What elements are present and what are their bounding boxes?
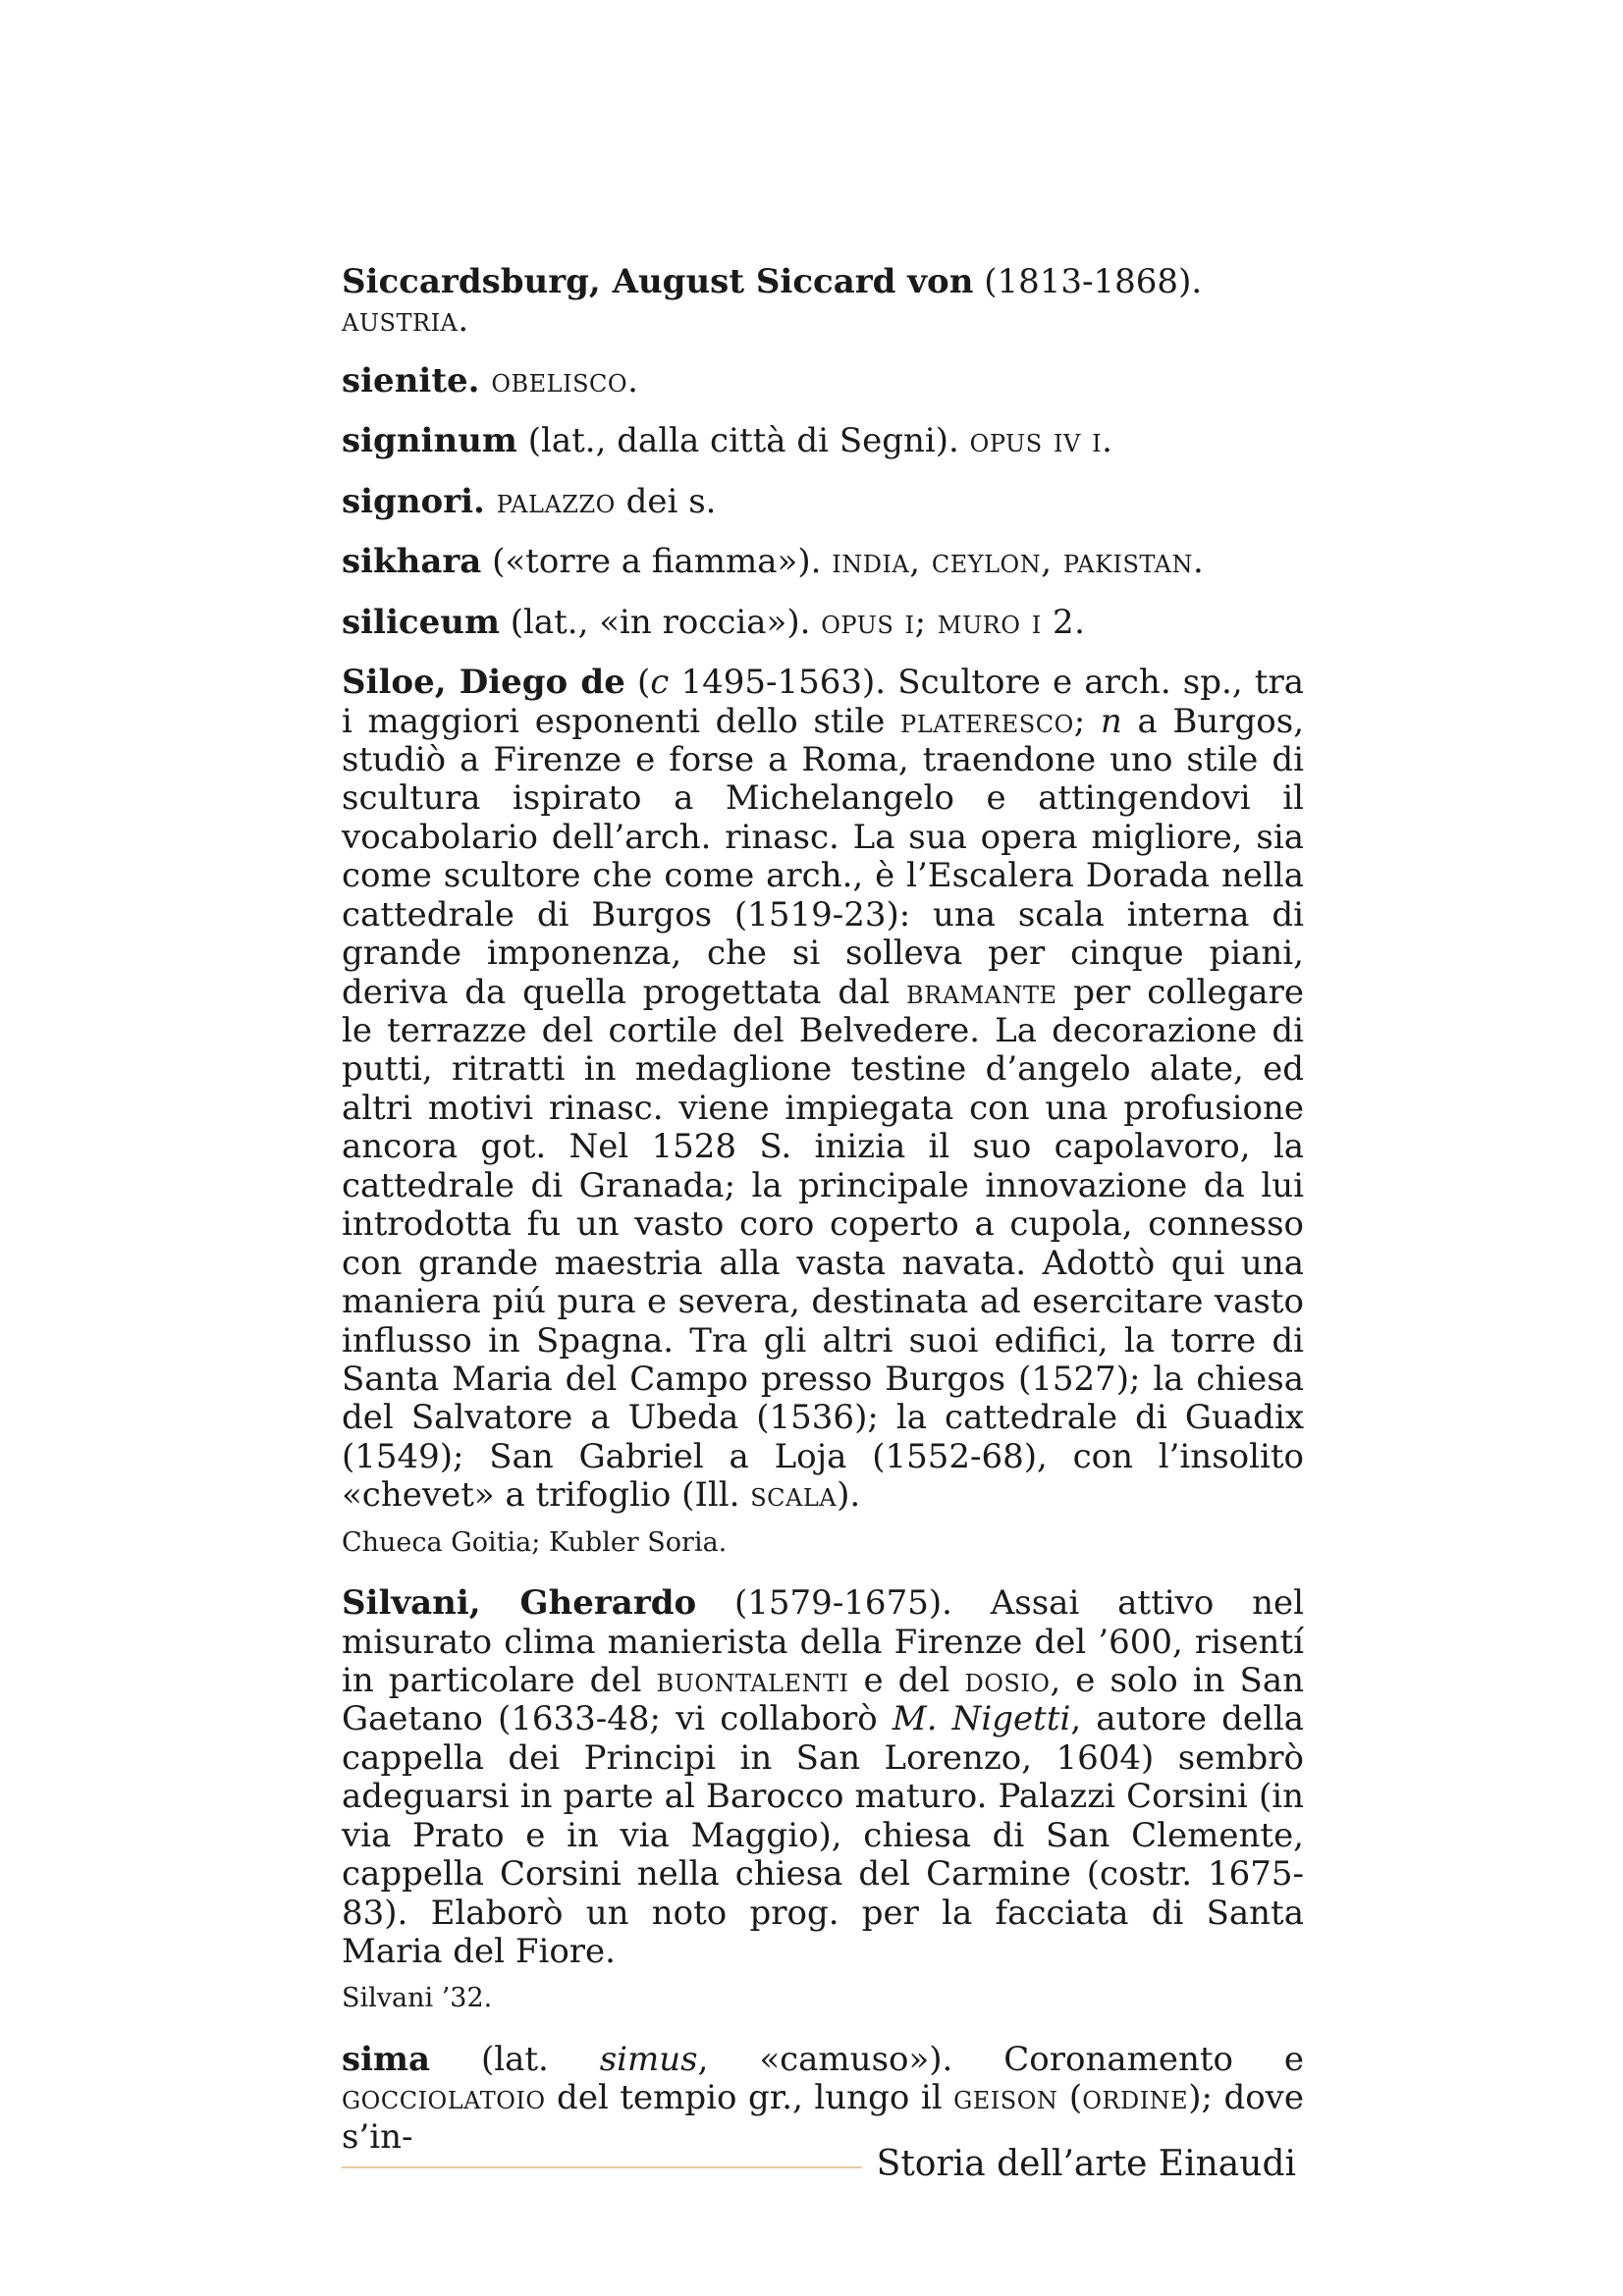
dictionary-entry xyxy=(342,483,1304,521)
cross-reference: dosio xyxy=(964,1660,1051,1700)
cross-reference: india, ceylon, pakistan. xyxy=(832,542,1205,582)
dictionary-entry xyxy=(342,422,1304,460)
entry-text: (1579-1675). Assai attivo nel misurato clima manierista della Firenze del ’600, risentí in particolare del xyxy=(342,1583,1304,1700)
entry-text: Chueca Goitia; Kubler Soria. xyxy=(342,1526,728,1558)
entry-text: 1495-1563). Scultore e arch. sp., tra i maggiori esponenti dello stile xyxy=(342,663,1304,741)
entry-text: , autore della cappella dei Principi in San Lorenzo, 1604) sembrò adeguarsi in parte al Barocco maturo. Palazzi Corsini (in via Prato e in via Maggio), chiesa di San Clemente, cappella Corsini nella chiesa del Carmine (costr. 1675-83). Elaborò un noto prog. per la facciata di Santa Maria del Fiore. xyxy=(342,1699,1304,1972)
dictionary-entry xyxy=(342,604,1304,642)
entry-headword: signori. xyxy=(342,481,497,521)
cross-reference: plateresco xyxy=(900,701,1074,741)
dictionary-entry xyxy=(342,543,1304,581)
cross-reference: obelisco. xyxy=(491,360,639,400)
entry-text: , e solo in San Gaetano (1633-48; vi collaborò xyxy=(342,1660,1304,1739)
cross-reference: geison xyxy=(953,2078,1058,2118)
dictionary-entry xyxy=(342,1584,1304,1971)
entry-text: ). xyxy=(837,1475,861,1516)
cross-reference: austria. xyxy=(342,300,469,341)
entry-text: a Burgos, studiò a Firenze e forse a Roma, traendone uno stile di scultura ispirato a Michelangelo e attingendovi il vocabolario dell’arch. rinasc. La sua opera migliore, sia come scultore che come arch., è l’Escalera Dorada nella cattedrale di Burgos (1519-23): una scala interna di grande imponenza, che si solleva per cinque piani, deriva da quella progettata dal xyxy=(342,701,1305,1012)
dictionary-entry xyxy=(342,664,1304,1516)
entry-text: ; xyxy=(1073,701,1101,741)
entry-text: per collegare le terrazze del cortile del Belvedere. La decorazione di putti, ritratti in medaglione testine d’angelo alate, ed altri motivi rinasc. viene impiegata con una profusione ancora got. Nel 1528 S. inizia il suo capolavoro, la cattedrale di Granada; la principale innovazione da lui introdotta fu un vasto coro coperto a cupola, connesso con grande maestria alla vasta navata. Adottò qui una maniera piú pura e severa, destinata ad esercitare vasto influsso in Spagna. Tra gli altri suoi edifici, la torre di Santa Maria del Campo presso Burgos (1527); la chiesa del Salvatore a Ubeda (1536); la cattedrale di Guadix (1549); San Gabriel a Loja (1552-68), con l’insolito «chevet» a trifoglio (Ill. xyxy=(342,972,1304,1516)
entry-text: ); dove s’in- xyxy=(342,2078,1305,2157)
dictionary-entry xyxy=(342,362,1304,400)
entry-text: ( xyxy=(624,663,651,703)
entry-text: (lat., dalla città di Segni). xyxy=(516,421,970,461)
entry-text: e del xyxy=(848,1660,965,1700)
page-footer xyxy=(342,2145,1304,2184)
dictionary-entry xyxy=(342,263,1304,341)
entry-text: (1813-1868). xyxy=(973,262,1203,301)
cross-reference: gocciolatoio xyxy=(342,2078,546,2118)
cross-reference: buontalenti xyxy=(656,1660,849,1700)
entry-headword: Siloe, Diego de xyxy=(342,663,625,703)
cross-reference: opus i; muro i 2. xyxy=(821,602,1086,642)
cross-reference: scala xyxy=(750,1475,838,1516)
entry-headword: sima xyxy=(342,2039,431,2079)
entry-text: Silvani ’32. xyxy=(342,1983,493,2014)
entry-text: del tempio gr., lungo il xyxy=(545,2078,954,2118)
bibliography-note xyxy=(342,1983,1304,2014)
entry-headword: signinum xyxy=(342,421,517,461)
entry-text: (lat. xyxy=(430,2039,600,2079)
entry-headword: Silvani, Gherardo xyxy=(342,1583,697,1624)
entry-headword: sienite. xyxy=(342,360,492,400)
entry-headword: Siccardsburg, August Siccard von xyxy=(342,262,974,301)
entry-headword: siliceum xyxy=(342,602,500,642)
cross-reference: bramante xyxy=(906,972,1057,1012)
footer-title: Storia dell’arte Einaudi xyxy=(876,2144,1296,2184)
italic-text: simus xyxy=(599,2039,698,2079)
entry-text: (lat., «in roccia»). xyxy=(499,602,822,642)
entry-headword: sikhara xyxy=(342,542,482,582)
entry-text: («torre a fiamma»). xyxy=(481,542,833,582)
italic-text: c xyxy=(650,663,670,703)
dictionary-entry xyxy=(342,2041,1304,2157)
cross-reference: ordine xyxy=(1082,2078,1189,2118)
italic-text: M. Nigetti xyxy=(892,1699,1071,1739)
bibliography-note xyxy=(342,1527,1304,1559)
cross-reference: palazzo xyxy=(496,481,616,521)
footer-rule xyxy=(342,2166,862,2168)
entry-text: ( xyxy=(1057,2078,1083,2118)
entry-text: , «camuso»). Coronamento e xyxy=(697,2039,1304,2079)
entry-text: dei s. xyxy=(615,481,717,521)
dictionary-column xyxy=(342,263,1304,2172)
italic-text: n xyxy=(1100,701,1122,741)
cross-reference: opus iv i. xyxy=(969,421,1113,461)
